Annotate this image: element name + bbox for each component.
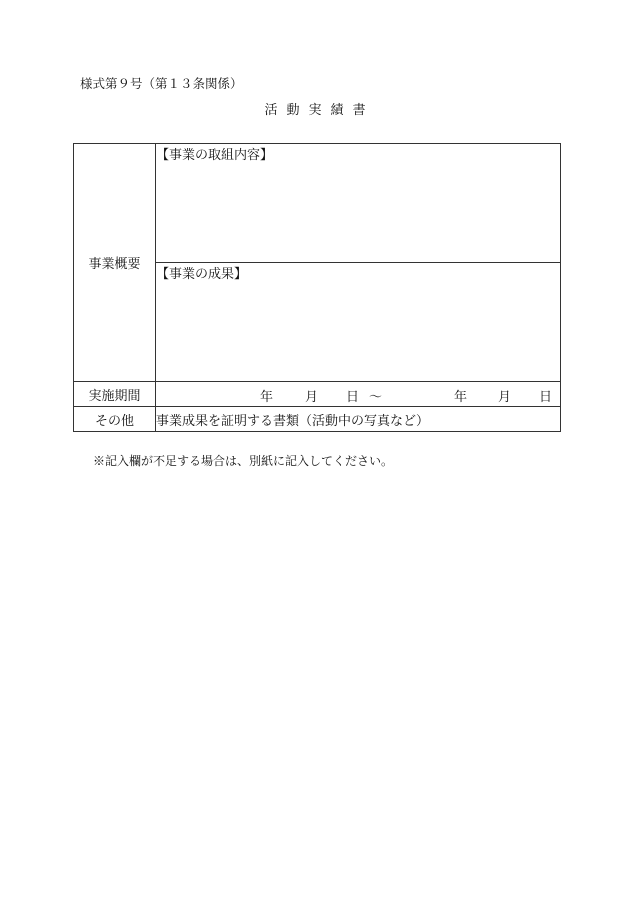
other-field[interactable] <box>156 407 561 432</box>
period-month-start: 月 <box>305 390 319 405</box>
result-field[interactable] <box>156 263 561 382</box>
form-number: 様式第９号（第１３条関係） <box>80 76 243 91</box>
period-label: 実施期間 <box>74 382 156 407</box>
summary-label: 事業概要 <box>74 144 156 382</box>
period-month-end: 月 <box>498 390 512 405</box>
document-title: 活動実績書 <box>264 103 375 118</box>
detail-heading: 【事業の取組内容】 <box>156 148 274 163</box>
period-day-end: 日 <box>539 390 553 405</box>
period-tilde: ～ <box>369 390 383 405</box>
activity-report-table <box>73 143 561 432</box>
period-day-start: 日 <box>346 390 360 405</box>
other-text: 事業成果を証明する書類（活動中の写真など） <box>156 413 430 429</box>
period-year-start: 年 <box>260 390 274 405</box>
period-field[interactable] <box>156 382 561 407</box>
other-label: その他 <box>74 407 156 432</box>
result-heading: 【事業の成果】 <box>156 267 248 282</box>
period-year-end: 年 <box>454 390 468 405</box>
detail-field[interactable] <box>156 144 561 263</box>
footnote: ※記入欄が不足する場合は、別紙に記入してください。 <box>93 454 394 468</box>
